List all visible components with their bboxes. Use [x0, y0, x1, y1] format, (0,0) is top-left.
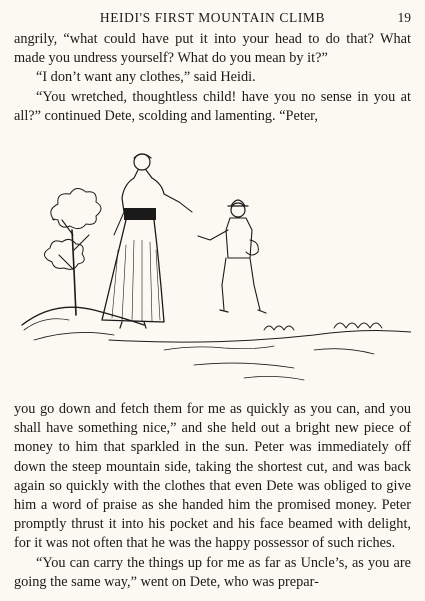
woman-outstretched-arm [164, 194, 192, 212]
boy-head [231, 203, 245, 217]
boy-bundle [246, 240, 258, 255]
grass-tufts [194, 349, 374, 380]
foreground-grass [164, 346, 274, 350]
running-head: HEIDI'S FIRST MOUNTAIN CLIMB [99, 10, 326, 25]
boy-feet [220, 310, 266, 313]
paragraph: angrily, “what could have put it into your head to do that? What made you undress yourself? What do you mean by it?” [14, 31, 411, 67]
page-number: 19 [397, 10, 411, 25]
text-block-top [14, 30, 411, 126]
rock-outline [22, 307, 144, 325]
bushes-right [264, 323, 382, 330]
paragraph: “You can carry the things up for me as far as Uncle’s, as you are going the same way,” went on Dete, who was prepar- [14, 554, 411, 590]
paragraph: “You wretched, thoughtless child! have you no sense in you at all?” continued Dete, scolding and lamenting. “Peter, [14, 88, 411, 124]
woman-lower-arm [114, 212, 124, 235]
paragraph: you go down and fetch them for me as quickly as you can, and you shall have something nice,” and she held out a bright new piece of money to him that sparkled in the sun. Peter was immediately off down the steep mountain side, taking the shortest cut, and was back again so quickly with the clothes that even Dete was obliged to give him a word of praise as she handed him the promised money. Peter promptly thrust it into his pocket and his face beamed with delight, for it was not often that he was the happy possessor of such riches. [14, 401, 411, 552]
page-header [14, 10, 411, 30]
woman-bodice [124, 208, 156, 220]
woman-shoulders [122, 170, 164, 212]
tree-foliage-upper [51, 188, 101, 228]
boy-vest [226, 218, 252, 258]
ground-line [109, 331, 411, 343]
boy-legs [222, 258, 260, 310]
illustration-drawing [14, 150, 411, 390]
rock-hatching [24, 319, 114, 340]
text-block-bottom [14, 400, 411, 592]
paragraph: “I don’t want any clothes,” said Heidi. [36, 69, 256, 86]
boy-arm [198, 230, 228, 240]
illustration [14, 150, 411, 390]
tree-foliage-lower [44, 239, 84, 269]
skirt-stripes [112, 240, 160, 321]
